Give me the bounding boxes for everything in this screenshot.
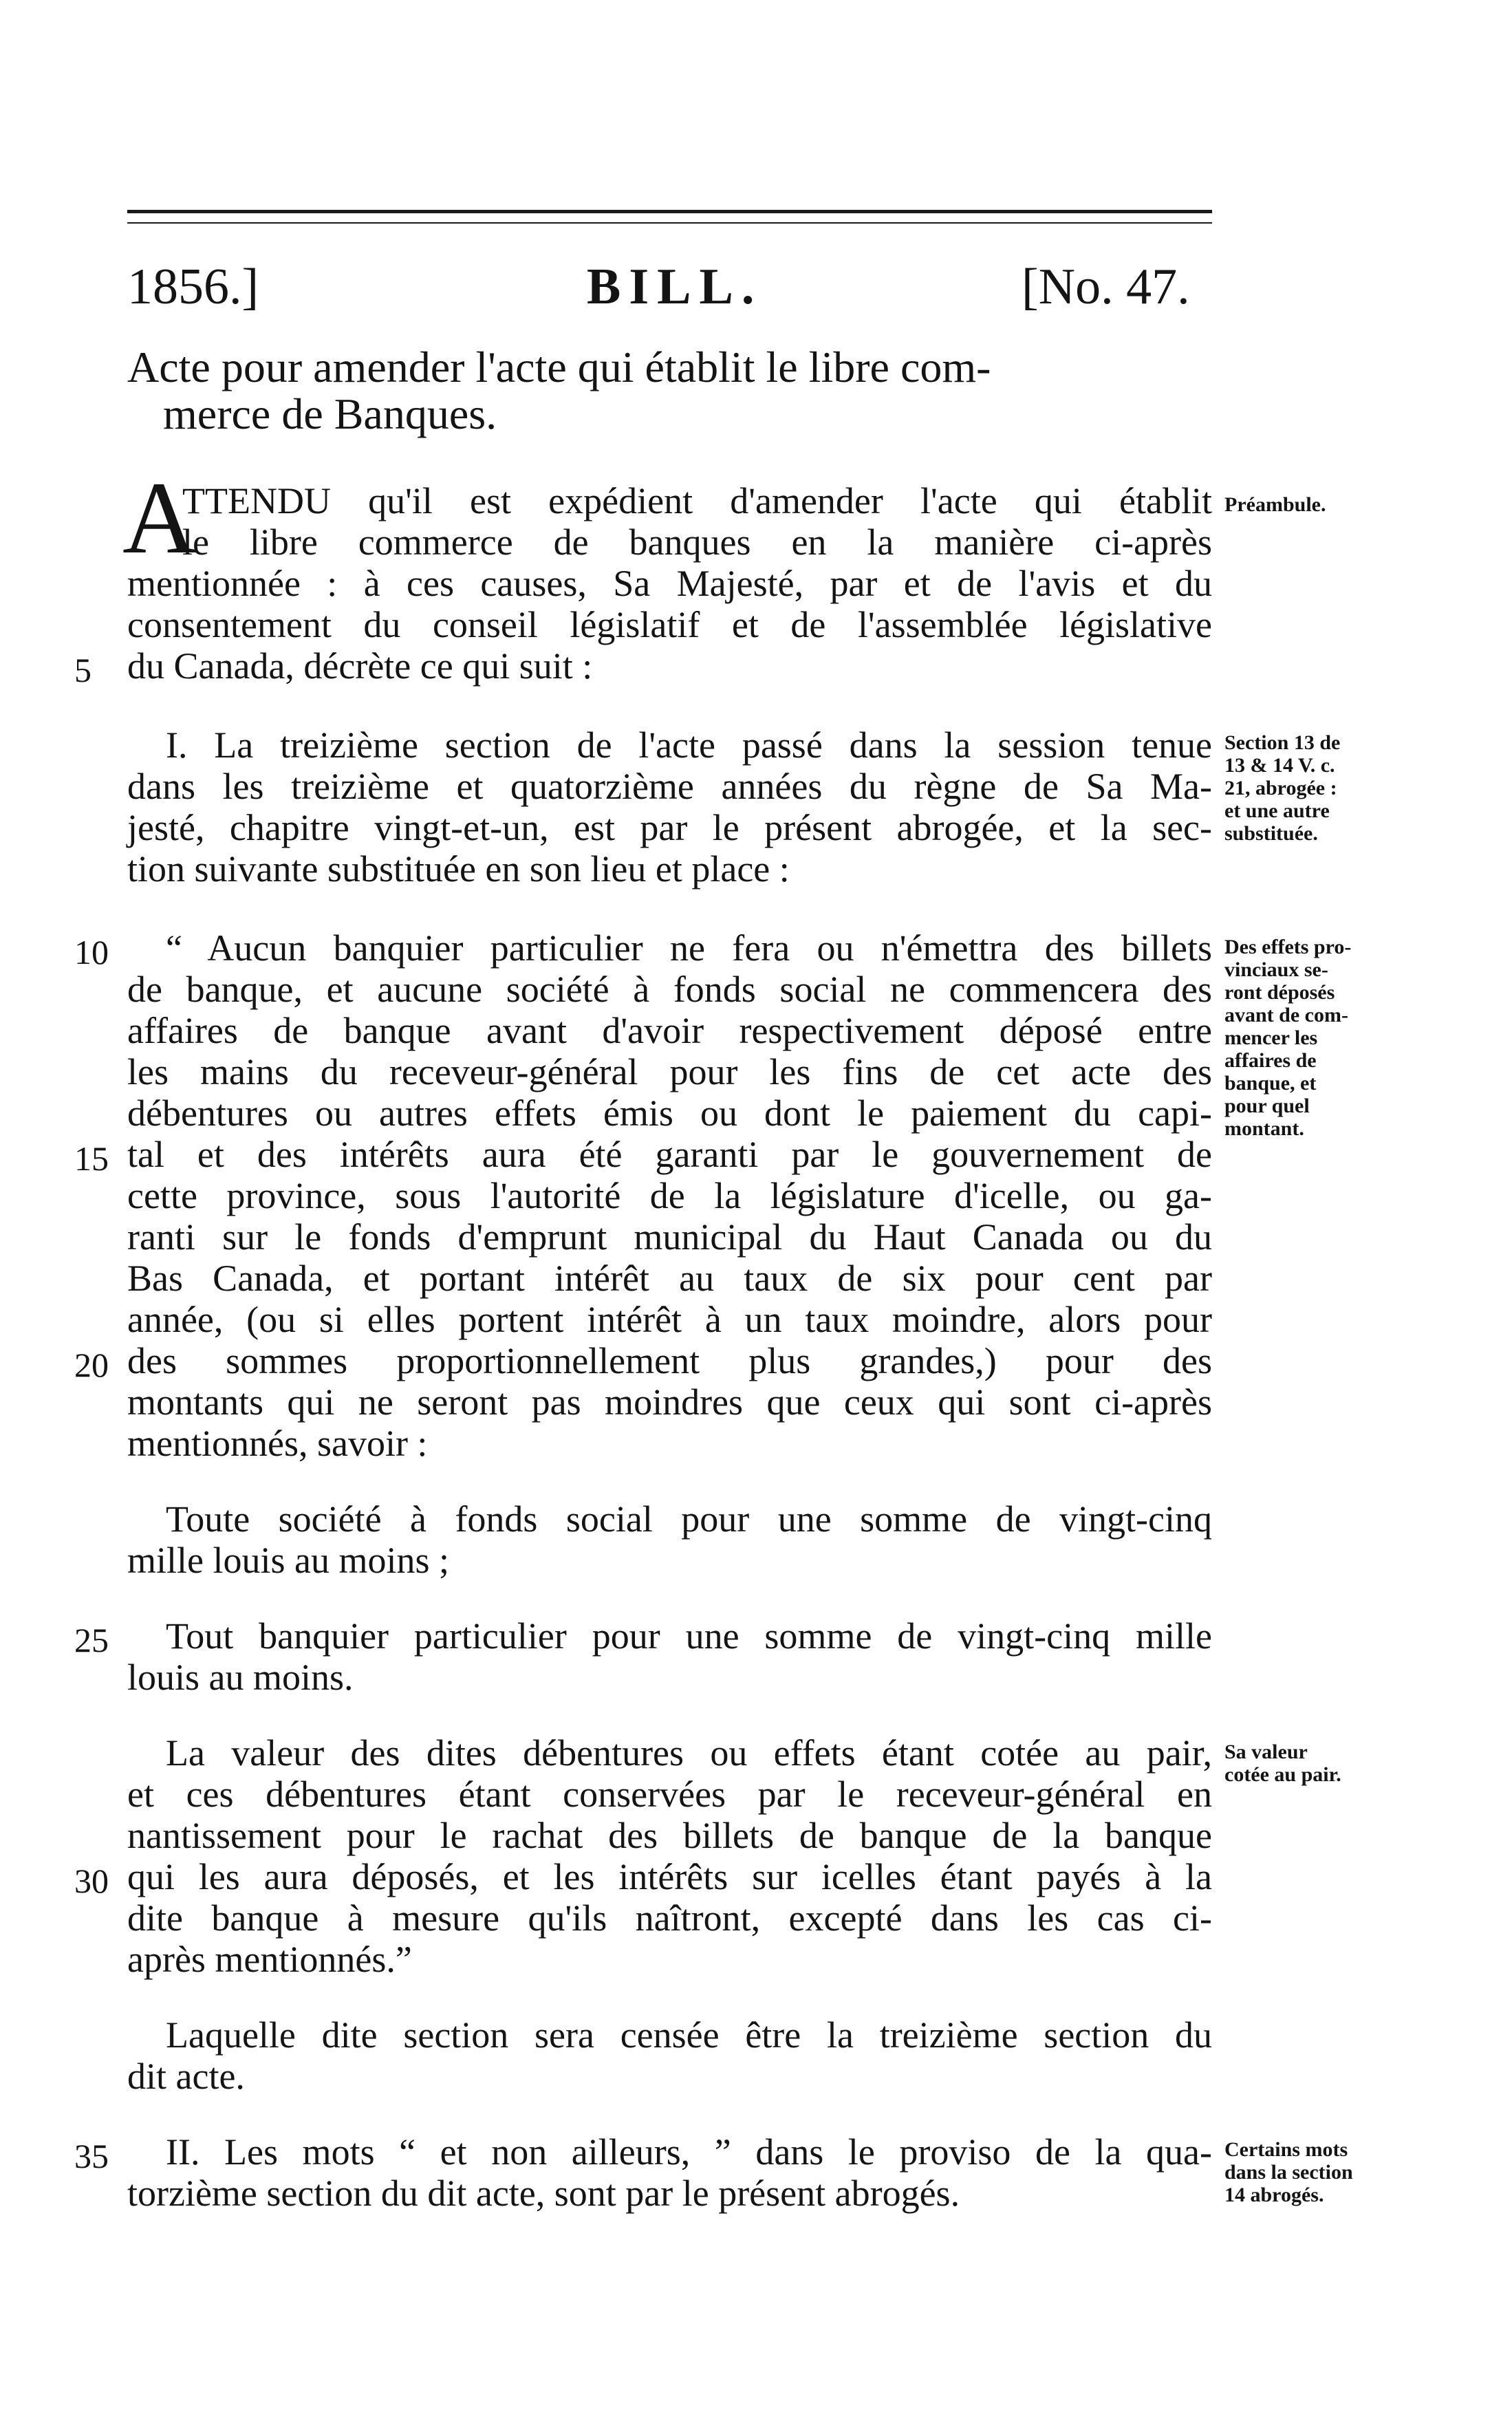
valeur-line: après mentionnés.” (127, 1939, 412, 1980)
margin-note-valeur: Sa valeur cotée au pair. (1224, 1741, 1341, 1786)
valeur-line: La valeur des dites débentures ou effets étant cotée au pair, (166, 1732, 1212, 1774)
header-rule-thin (127, 222, 1212, 224)
valeur-line: et ces débentures étant conservées par le receveur-général en (127, 1774, 1212, 1815)
preamble-line: du Canada, décrète ce qui suit : (127, 645, 593, 687)
bill-title-line: Acte pour amender l'acte qui établit le libre com- (127, 343, 991, 391)
quoted-line: les mains du receveur-général pour les fins de cet acte des (127, 1051, 1212, 1092)
line-number: 20 (74, 1346, 109, 1384)
section-1-line: dans les treizième et quatorzième années du règne de Sa Ma- (127, 766, 1212, 807)
margin-note-section-13: Section 13 de 13 & 14 V. c. 21, abrogée : et une autre substituée. (1224, 731, 1341, 845)
quoted-line: de banque, et aucune société à fonds social ne commencera des (127, 969, 1212, 1010)
preamble-line: TTENDU qu'il est expédient d'amender l'acte qui établit (182, 480, 1212, 521)
section-1-line: jesté, chapitre vingt-et-un, est par le présent abrogée, et la sec- (127, 807, 1212, 848)
bill-title (127, 344, 1212, 438)
quoted-line: “ Aucun banquier particulier ne fera ou n'émettra des billets (166, 927, 1212, 969)
quoted-line: affaires de banque avant d'avoir respectivement déposé entre (127, 1010, 1212, 1051)
drop-cap: A (122, 461, 197, 575)
line-number: 15 (74, 1139, 109, 1178)
margin-note-preambule: Préambule. (1224, 493, 1326, 516)
quoted-line: montants qui ne seront pas moindres que ceux qui sont ci-après (127, 1381, 1212, 1423)
section-2-line: torzième section du dit acte, sont par le présent abrogés. (127, 2173, 960, 2214)
line-number: 25 (74, 1621, 109, 1659)
quoted-line: mentionnés, savoir : (127, 1423, 428, 1464)
banquier-line: louis au moins. (127, 1657, 354, 1698)
banquier-line: Tout banquier particulier pour une somme de vingt-cinq mille (166, 1615, 1212, 1657)
quoted-line: des sommes proportionnellement plus grandes,) pour des (127, 1340, 1212, 1381)
line-number: 10 (74, 933, 109, 971)
preamble-line: le libre commerce de banques en la manière ci-après (182, 521, 1212, 563)
valeur-line: qui les aura déposés, et les intérêts sur icelles étant payés à la (127, 1856, 1212, 1897)
line-number: 5 (74, 651, 91, 689)
header-bill: BILL. (587, 259, 763, 315)
preamble-line: consentement du conseil législatif et de l'assemblée législative (127, 604, 1212, 645)
quoted-line: année, (ou si elles portent intérêt à un taux moindre, alors pour (127, 1299, 1212, 1340)
preamble-line: mentionnée : à ces causes, Sa Majesté, par et de l'avis et du (127, 563, 1212, 604)
header-rule-thick (127, 210, 1212, 213)
valeur-line: nantissement pour le rachat des billets de banque de la banque (127, 1815, 1212, 1856)
valeur-line: dite banque à mesure qu'ils naîtront, excepté dans les cas ci- (127, 1897, 1212, 1939)
header-bill-number: [No. 47. (1022, 259, 1190, 315)
laquelle-line: dit acte. (127, 2056, 245, 2097)
section-1-line: tion suivante substituée en son lieu et place : (127, 848, 790, 890)
quoted-line: cette province, sous l'autorité de la législature d'icelle, ou ga- (127, 1175, 1212, 1216)
line-number: 30 (74, 1862, 109, 1900)
header-year: 1856.] (127, 259, 259, 315)
quoted-line: tal et des intérêts aura été garanti par le gouvernement de (127, 1134, 1212, 1175)
margin-note-effets: Des effets pro- vinciaux se- ront déposés avant de com- mencer les affaires de banque, et pour quel montant. (1224, 936, 1352, 1140)
quoted-line: Bas Canada, et portant intérêt au taux de six pour cent par (127, 1258, 1212, 1299)
margin-note-certains: Certains mots dans la section 14 abrogés. (1224, 2138, 1353, 2206)
bill-title-line: merce de Banques. (163, 389, 497, 438)
societe-line: Toute société à fonds social pour une somme de vingt-cinq (166, 1498, 1212, 1540)
quoted-line: ranti sur le fonds d'emprunt municipal du Haut Canada ou du (127, 1216, 1212, 1258)
societe-line: mille louis au moins ; (127, 1540, 449, 1581)
line-number: 35 (74, 2137, 109, 2175)
section-2-line: II. Les mots “ et non ailleurs, ” dans le proviso de la qua- (166, 2131, 1212, 2173)
section-1-line: I. La treizième section de l'acte passé dans la session tenue (166, 724, 1212, 766)
quoted-line: débentures ou autres effets émis ou dont le paiement du capi- (127, 1092, 1212, 1134)
laquelle-line: Laquelle dite section sera censée être la treizième section du (166, 2014, 1212, 2056)
